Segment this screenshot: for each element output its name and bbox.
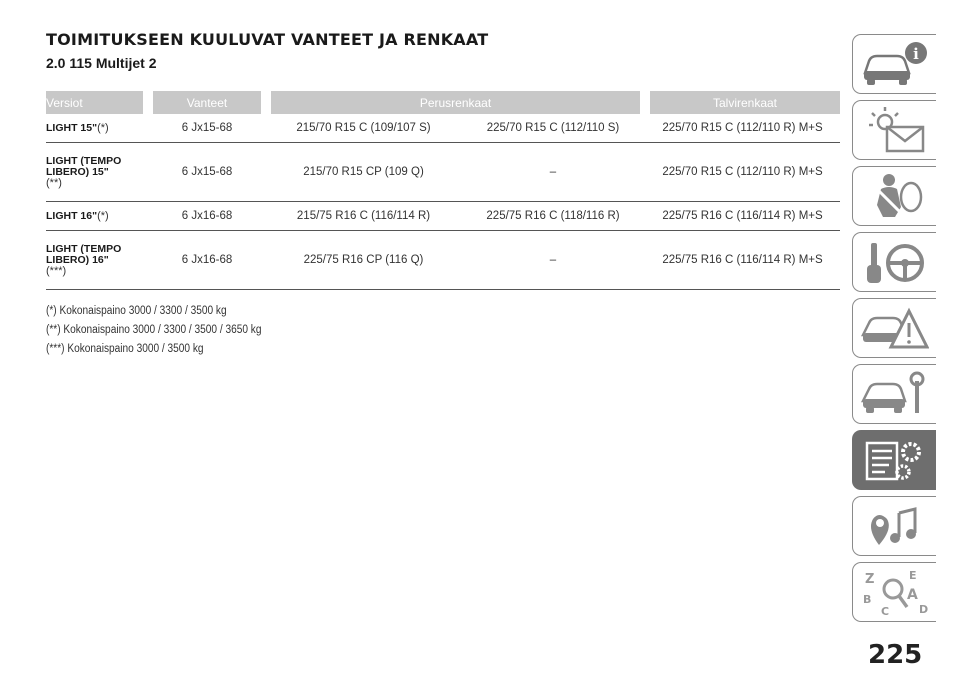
svg-text:i: i — [913, 45, 919, 63]
version-cell — [46, 231, 148, 290]
footnotes — [46, 302, 261, 359]
footnote: (*) Kokonaispaino 3000 / 3300 / 3500 kg — [46, 305, 227, 317]
tab-maintenance[interactable] — [852, 364, 936, 424]
page-number: 225 — [868, 640, 923, 670]
winter-tyre-cell: 225/75 R16 C (116/114 R) M+S — [645, 202, 840, 231]
version-name: LIGHT 15" — [46, 121, 98, 134]
svg-text:E: E — [909, 569, 917, 582]
tab-starting-driving[interactable] — [852, 232, 936, 292]
base-tyre-alt-cell: – — [461, 231, 645, 290]
tab-warning-lights[interactable] — [852, 100, 936, 160]
table-row — [46, 143, 840, 202]
table-row — [46, 114, 840, 143]
base-tyre-cell: 215/75 R16 C (116/114 R) — [266, 202, 461, 231]
header-perusrenkaat: Perusrenkaat — [266, 91, 645, 114]
tab-safety[interactable] — [852, 166, 936, 226]
svg-text:B: B — [863, 593, 872, 606]
version-note: (**) — [46, 176, 62, 189]
svg-text:Z: Z — [865, 572, 875, 587]
header-vanteet: Vanteet — [148, 91, 266, 114]
winter-tyre-cell: 225/70 R15 C (112/110 R) M+S — [645, 143, 840, 202]
car-info-icon — [859, 39, 929, 89]
table-header-row — [46, 91, 840, 114]
version-cell — [46, 114, 148, 143]
tyre-spec-table — [46, 91, 840, 290]
warning-lights-envelope-icon — [859, 105, 929, 155]
winter-tyre-cell: 225/70 R15 C (112/110 R) M+S — [645, 114, 840, 143]
alphabetical-index-icon — [859, 567, 929, 617]
tab-technical-data[interactable] — [852, 430, 936, 490]
base-tyre-alt-cell: 225/70 R15 C (112/110 S) — [461, 114, 645, 143]
car-maintenance-wrench-icon — [859, 369, 929, 419]
version-cell — [46, 202, 148, 231]
base-tyre-cell: 225/75 R16 CP (116 Q) — [266, 231, 461, 290]
version-cell — [46, 143, 148, 202]
breakdown-warning-triangle-icon — [859, 303, 929, 353]
tab-car-info[interactable] — [852, 34, 936, 94]
tab-multimedia[interactable] — [852, 496, 936, 556]
section-subtitle: 2.0 115 Multijet 2 — [46, 55, 157, 71]
footnote: (**) Kokonaispaino 3000 / 3300 / 3500 / 3650 kg — [46, 324, 262, 336]
base-tyre-cell: 215/70 R15 C (109/107 S) — [266, 114, 461, 143]
base-tyre-alt-cell: 225/75 R16 C (118/116 R) — [461, 202, 645, 231]
base-tyre-cell: 215/70 R15 CP (109 Q) — [266, 143, 461, 202]
rim-cell: 6 Jx15-68 — [148, 143, 266, 202]
version-name: LIGHT (TEMPO LIBERO) 16" — [46, 242, 122, 266]
svg-text:D: D — [919, 603, 929, 616]
base-tyre-alt-cell: – — [461, 143, 645, 202]
rim-cell: 6 Jx16-68 — [148, 202, 266, 231]
table-row — [46, 231, 840, 290]
svg-text:A: A — [907, 587, 918, 603]
rim-cell: 6 Jx15-68 — [148, 114, 266, 143]
footnote: (***) Kokonaispaino 3000 / 3500 kg — [46, 343, 204, 355]
winter-tyre-cell: 225/75 R16 C (116/114 R) M+S — [645, 231, 840, 290]
multimedia-music-icon — [859, 501, 929, 551]
header-versiot: Versiot — [46, 91, 148, 114]
tab-emergency[interactable] — [852, 298, 936, 358]
version-note: (*) — [97, 209, 109, 222]
technical-data-gears-icon — [859, 435, 929, 485]
table-row — [46, 202, 840, 231]
tab-index[interactable] — [852, 562, 936, 622]
version-name: LIGHT 16" — [46, 209, 98, 222]
svg-text:C: C — [881, 605, 890, 617]
airbag-seatbelt-icon — [859, 171, 929, 221]
page-title: TOIMITUKSEEN KUULUVAT VANTEET JA RENKAAT — [46, 30, 489, 49]
version-note: (*) — [97, 121, 109, 134]
key-steering-wheel-icon — [859, 237, 929, 287]
rim-cell: 6 Jx16-68 — [148, 231, 266, 290]
version-note: (***) — [46, 264, 67, 277]
version-name: LIGHT (TEMPO LIBERO) 15" — [46, 154, 122, 178]
header-talvirenkaat: Talvirenkaat — [645, 91, 840, 114]
